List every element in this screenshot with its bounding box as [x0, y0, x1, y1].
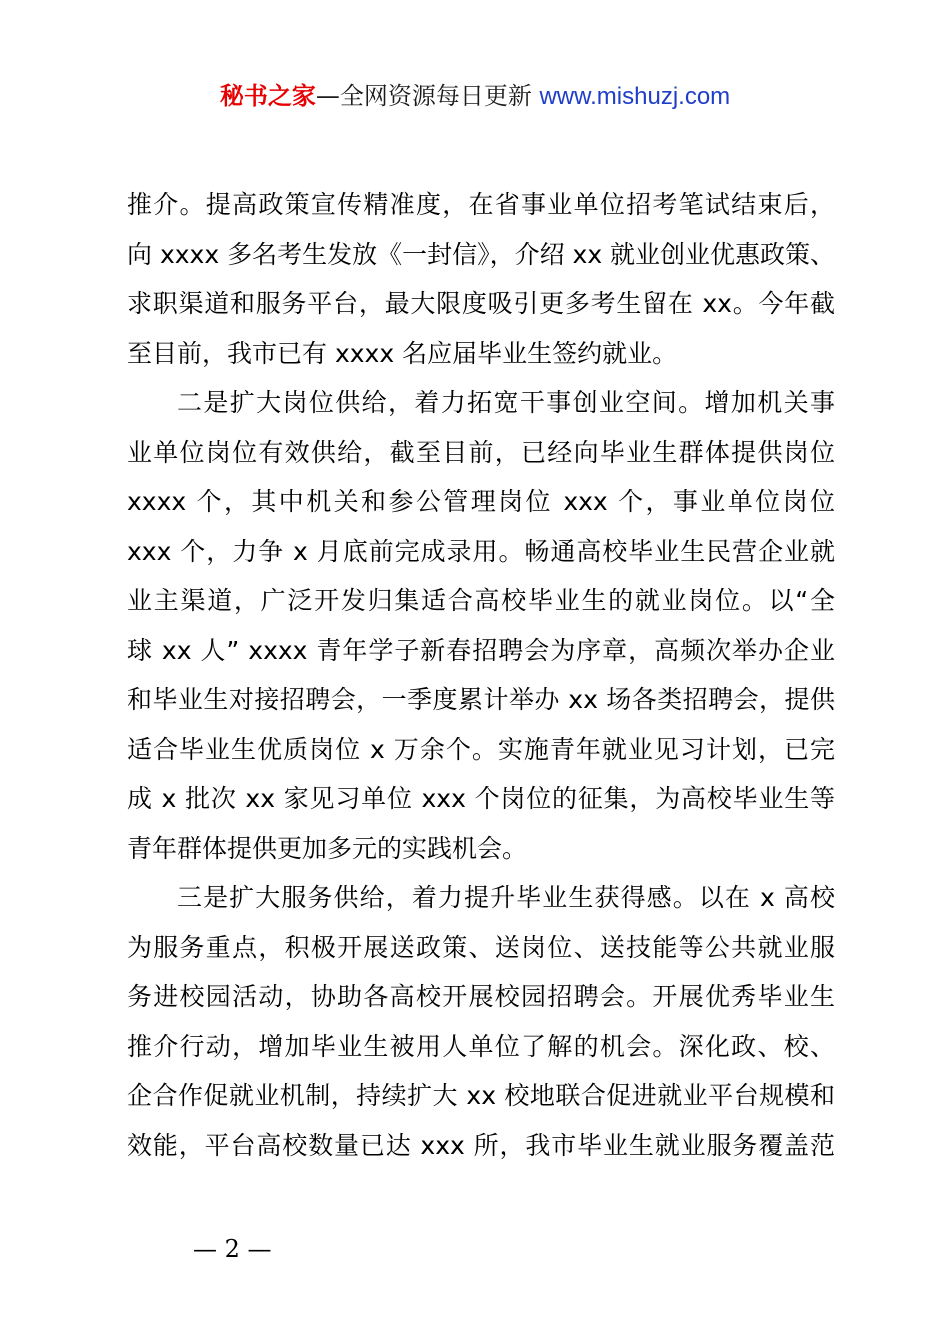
- text-line: 至目前，我市已有 xxxx 名应届毕业生签约就业。: [127, 338, 678, 368]
- site-slogan: —全网资源每日更新: [315, 82, 532, 110]
- text-line: 二是扩大岗位供给，着力拓宽干事创业空间。增加机关事: [177, 388, 835, 417]
- paragraph-3: [127, 873, 835, 1170]
- text-line: 成 x 批次 xx 家见习单位 xxx 个岗位的征集，为高校毕业生等: [127, 784, 835, 813]
- text-line: 和毕业生对接招聘会，一季度累计举办 xx 场各类招聘会，提供: [127, 685, 835, 714]
- text-line: 业主渠道，广泛开发归集适合高校毕业生的就业岗位。以“全: [127, 586, 835, 615]
- text-line: 青年群体提供更加多元的实践机会。: [127, 833, 528, 863]
- site-banner: [0, 78, 950, 115]
- paragraph-2: [127, 378, 835, 873]
- text-line: 业单位岗位有效供给，截至目前，已经向毕业生群体提供岗位: [127, 437, 835, 467]
- text-line: 推介。提高政策宣传精准度，在省事业单位招考笔试结束后，: [127, 190, 835, 219]
- text-line: 三是扩大服务供给，着力提升毕业生获得感。以在 x 高校: [177, 883, 835, 912]
- document-body: [127, 180, 835, 1170]
- text-line: xxxx 个，其中机关和参公管理岗位 xxx 个，事业单位岗位: [127, 487, 835, 516]
- text-line: 务进校园活动，协助各高校开展校园招聘会。开展优秀毕业生: [127, 982, 835, 1011]
- text-line: 推介行动，增加毕业生被用人单位了解的机会。深化政、校、: [127, 1031, 835, 1061]
- text-line: 求职渠道和服务平台，最大限度吸引更多考生留在 xx。今年截: [127, 289, 835, 318]
- text-line: 球 xx 人” xxxx 青年学子新春招聘会为序章，高频次举办企业: [127, 635, 835, 665]
- paragraph-1: [127, 180, 835, 378]
- text-line: 效能，平台高校数量已达 xxx 所，我市毕业生就业服务覆盖范: [127, 1130, 835, 1160]
- text-line: 为服务重点，积极开展送政策、送岗位、送技能等公共就业服: [127, 932, 835, 962]
- text-line: 企合作促就业机制，持续扩大 xx 校地联合促进就业平台规模和: [127, 1081, 835, 1110]
- text-line: xxx 个，力争 x 月底前完成录用。畅通高校毕业生民营企业就: [127, 536, 835, 566]
- site-brand: 秘书之家: [219, 82, 316, 110]
- site-url-link[interactable]: www.mishuzj.com: [539, 83, 731, 110]
- text-line: 适合毕业生优质岗位 x 万余个。实施青年就业见习计划，已完: [127, 734, 835, 764]
- text-line: 向 xxxx 多名考生发放《一封信》，介绍 xx 就业创业优惠政策、: [127, 239, 836, 269]
- page-number: — 2 —: [193, 1235, 272, 1263]
